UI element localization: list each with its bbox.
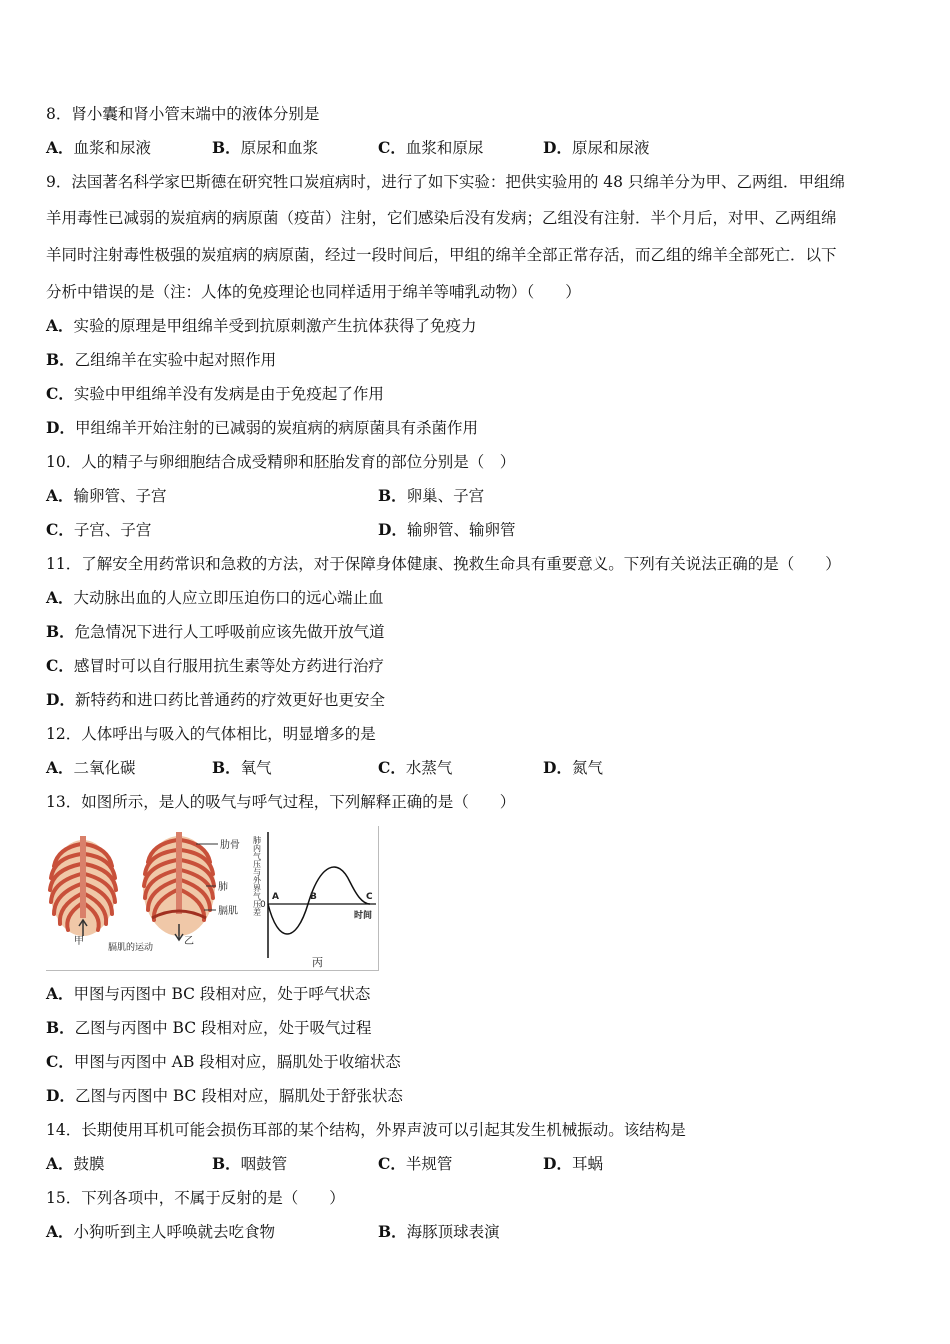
option-label: A． — [46, 588, 74, 607]
q11-option-c — [46, 656, 384, 676]
option-label: C． — [46, 1052, 74, 1071]
option-text: 血浆和尿液 — [73, 139, 152, 157]
q15-option-b — [378, 1222, 500, 1242]
option-text: 海豚顶球表演 — [406, 1223, 500, 1241]
q10-stem: 10．人的精子与卵细胞结合成受精卵和胚胎发育的部位分别是（ ） — [46, 453, 516, 471]
q11-option-a — [46, 588, 384, 608]
x-axis-label: 时间 — [354, 911, 373, 921]
q13-option-b — [46, 1018, 372, 1038]
q9-stem-line-2: 羊用毒性已减弱的炭疽病的病原菌（疫苗）注射，它们感染后没有发病；乙组没有注射．半个月后，对甲、乙两组绵 — [46, 209, 837, 227]
q12-option-d — [543, 758, 603, 778]
option-label: D． — [543, 138, 572, 157]
option-text: 氧气 — [240, 759, 272, 777]
q12-stem: 12．人体呼出与吸入的气体相比，明显增多的是 — [46, 725, 376, 743]
option-text: 氮气 — [571, 759, 603, 777]
option-text: 大动脉出血的人应立即压迫伤口的远心端止血 — [73, 589, 384, 607]
q8-stem: 8．肾小囊和肾小管末端中的液体分别是 — [46, 105, 320, 123]
label-jia: 甲 — [74, 936, 84, 947]
q14-option-c — [378, 1154, 452, 1174]
option-text: 原尿和尿液 — [571, 139, 650, 157]
point-b-label: B — [310, 892, 317, 902]
q12-option-b — [212, 758, 272, 778]
q9-stem-line-4: 分析中错误的是（注：人体的免疫理论也同样适用于绵羊等哺乳动物）（ ） — [46, 283, 581, 301]
point-c-label: C — [366, 892, 373, 902]
q9-option-a — [46, 316, 477, 336]
label-bing: 丙 — [312, 956, 323, 969]
q9-option-b — [46, 350, 276, 370]
option-label: B． — [212, 1154, 241, 1173]
option-label: D． — [46, 418, 75, 437]
label-lung: 肺 — [218, 882, 228, 893]
option-text: 实验的原理是甲组绵羊受到抗原刺激产生抗体获得了免疫力 — [73, 317, 477, 335]
option-label: D． — [378, 520, 407, 539]
q15-stem: 15．下列各项中，不属于反射的是（ ） — [46, 1189, 345, 1207]
q10-option-a — [46, 486, 167, 506]
option-label: D． — [543, 758, 572, 777]
option-text: 鼓膜 — [73, 1155, 105, 1173]
option-label: A． — [46, 1154, 74, 1173]
option-text: 耳蜗 — [571, 1155, 603, 1173]
option-label: B． — [212, 758, 241, 777]
option-text: 乙组绵羊在实验中起对照作用 — [74, 351, 277, 369]
q8-option-b — [212, 138, 318, 158]
option-text: 原尿和血浆 — [240, 139, 319, 157]
q10-option-d — [378, 520, 515, 540]
option-label: C． — [378, 758, 406, 777]
q10-option-c — [46, 520, 151, 540]
option-label: B． — [46, 622, 75, 641]
option-label: A． — [46, 758, 74, 777]
option-label: A． — [46, 486, 74, 505]
pressure-curve — [268, 867, 373, 934]
option-label: B． — [46, 1018, 75, 1037]
option-text: 水蒸气 — [405, 759, 453, 777]
option-label: C． — [46, 384, 74, 403]
q13-option-a — [46, 984, 370, 1004]
ribcage-jia-illustration — [50, 836, 116, 936]
label-diaphragm: 膈肌 — [218, 906, 238, 917]
label-yi: 乙 — [184, 936, 194, 947]
q12-option-a — [46, 758, 136, 778]
q15-option-a — [46, 1222, 275, 1242]
q13-option-d — [46, 1086, 403, 1106]
breathing-diagram-svg — [46, 826, 378, 970]
option-text: 乙图与丙图中 BC 段相对应，膈肌处于舒张状态 — [74, 1087, 403, 1105]
option-label: B． — [212, 138, 241, 157]
q12-option-c — [378, 758, 452, 778]
y-axis-label: 肺内气压与外界气压差 — [252, 836, 262, 916]
q11-option-d — [46, 690, 385, 710]
option-text: 新特药和进口药比普通药的疗效更好也更安全 — [74, 691, 385, 709]
option-label: A． — [46, 138, 74, 157]
q13-option-c — [46, 1052, 401, 1072]
option-text: 输卵管、输卵管 — [406, 521, 516, 539]
breathing-diagram — [46, 826, 379, 971]
option-label: B． — [46, 350, 75, 369]
option-text: 甲图与丙图中 AB 段相对应，膈肌处于收缩状态 — [73, 1053, 401, 1071]
q13-stem: 13．如图所示，是人的吸气与呼气过程，下列解释正确的是（ ） — [46, 793, 516, 811]
option-label: A． — [46, 984, 74, 1003]
option-label: C． — [378, 138, 406, 157]
q8-option-d — [543, 138, 649, 158]
option-text: 子宫、子宫 — [73, 521, 152, 539]
ribcage-yi-illustration — [143, 832, 218, 940]
q9-option-d — [46, 418, 478, 438]
q14-option-a — [46, 1154, 105, 1174]
option-label: D． — [46, 690, 75, 709]
option-label: D． — [543, 1154, 572, 1173]
q14-option-b — [212, 1154, 287, 1174]
option-text: 甲图与丙图中 BC 段相对应，处于呼气状态 — [73, 985, 371, 1003]
q9-stem-line-1: 9．法国著名科学家巴斯德在研究牲口炭疽病时，进行了如下实验：把供实验用的 48 只绵羊分为甲、乙两组．甲组绵 — [46, 173, 845, 191]
option-text: 感冒时可以自行服用抗生素等处方药进行治疗 — [73, 657, 384, 675]
q11-option-b — [46, 622, 385, 642]
origin-label: 0 — [260, 900, 266, 910]
q11-stem: 11．了解安全用药常识和急救的方法，对于保障身体健康、挽救生命具有重要意义。下列有关说法正确的是（ ） — [46, 555, 841, 573]
option-text: 甲组绵羊开始注射的已减弱的炭疽病的病原菌具有杀菌作用 — [74, 419, 478, 437]
option-text: 卵巢、子宫 — [406, 487, 485, 505]
option-text: 血浆和原尿 — [405, 139, 484, 157]
option-label: A． — [46, 1222, 74, 1241]
pressure-graph — [252, 832, 377, 969]
option-text: 半规管 — [405, 1155, 453, 1173]
option-text: 输卵管、子宫 — [73, 487, 167, 505]
option-label: B． — [378, 1222, 407, 1241]
q9-option-c — [46, 384, 384, 404]
label-rib: 肋骨 — [220, 840, 240, 851]
option-label: C． — [46, 520, 74, 539]
option-label: D． — [46, 1086, 75, 1105]
caption-diaphragm-motion: 膈肌的运动 — [108, 943, 154, 953]
option-text: 咽鼓管 — [240, 1155, 288, 1173]
option-text: 实验中甲组绵羊没有发病是由于免疫起了作用 — [73, 385, 384, 403]
point-a-label: A — [272, 892, 279, 902]
q14-stem: 14．长期使用耳机可能会损伤耳部的某个结构，外界声波可以引起其发生机械振动。该结构是 — [46, 1121, 686, 1139]
q8-option-c — [378, 138, 483, 158]
q14-option-d — [543, 1154, 603, 1174]
q8-option-a — [46, 138, 151, 158]
option-label: A． — [46, 316, 74, 335]
option-text: 小狗听到主人呼唤就去吃食物 — [73, 1223, 276, 1241]
q9-stem-line-3: 羊同时注射毒性极强的炭疽病的病原菌，经过一段时间后，甲组的绵羊全部正常存活，而乙组的绵羊全部死亡．以下 — [46, 246, 837, 264]
option-label: B． — [378, 486, 407, 505]
option-label: C． — [378, 1154, 406, 1173]
option-text: 危急情况下进行人工呼吸前应该先做开放气道 — [74, 623, 385, 641]
option-label: C． — [46, 656, 74, 675]
option-text: 二氧化碳 — [73, 759, 136, 777]
q10-option-b — [378, 486, 484, 506]
option-text: 乙图与丙图中 BC 段相对应，处于吸气过程 — [74, 1019, 372, 1037]
